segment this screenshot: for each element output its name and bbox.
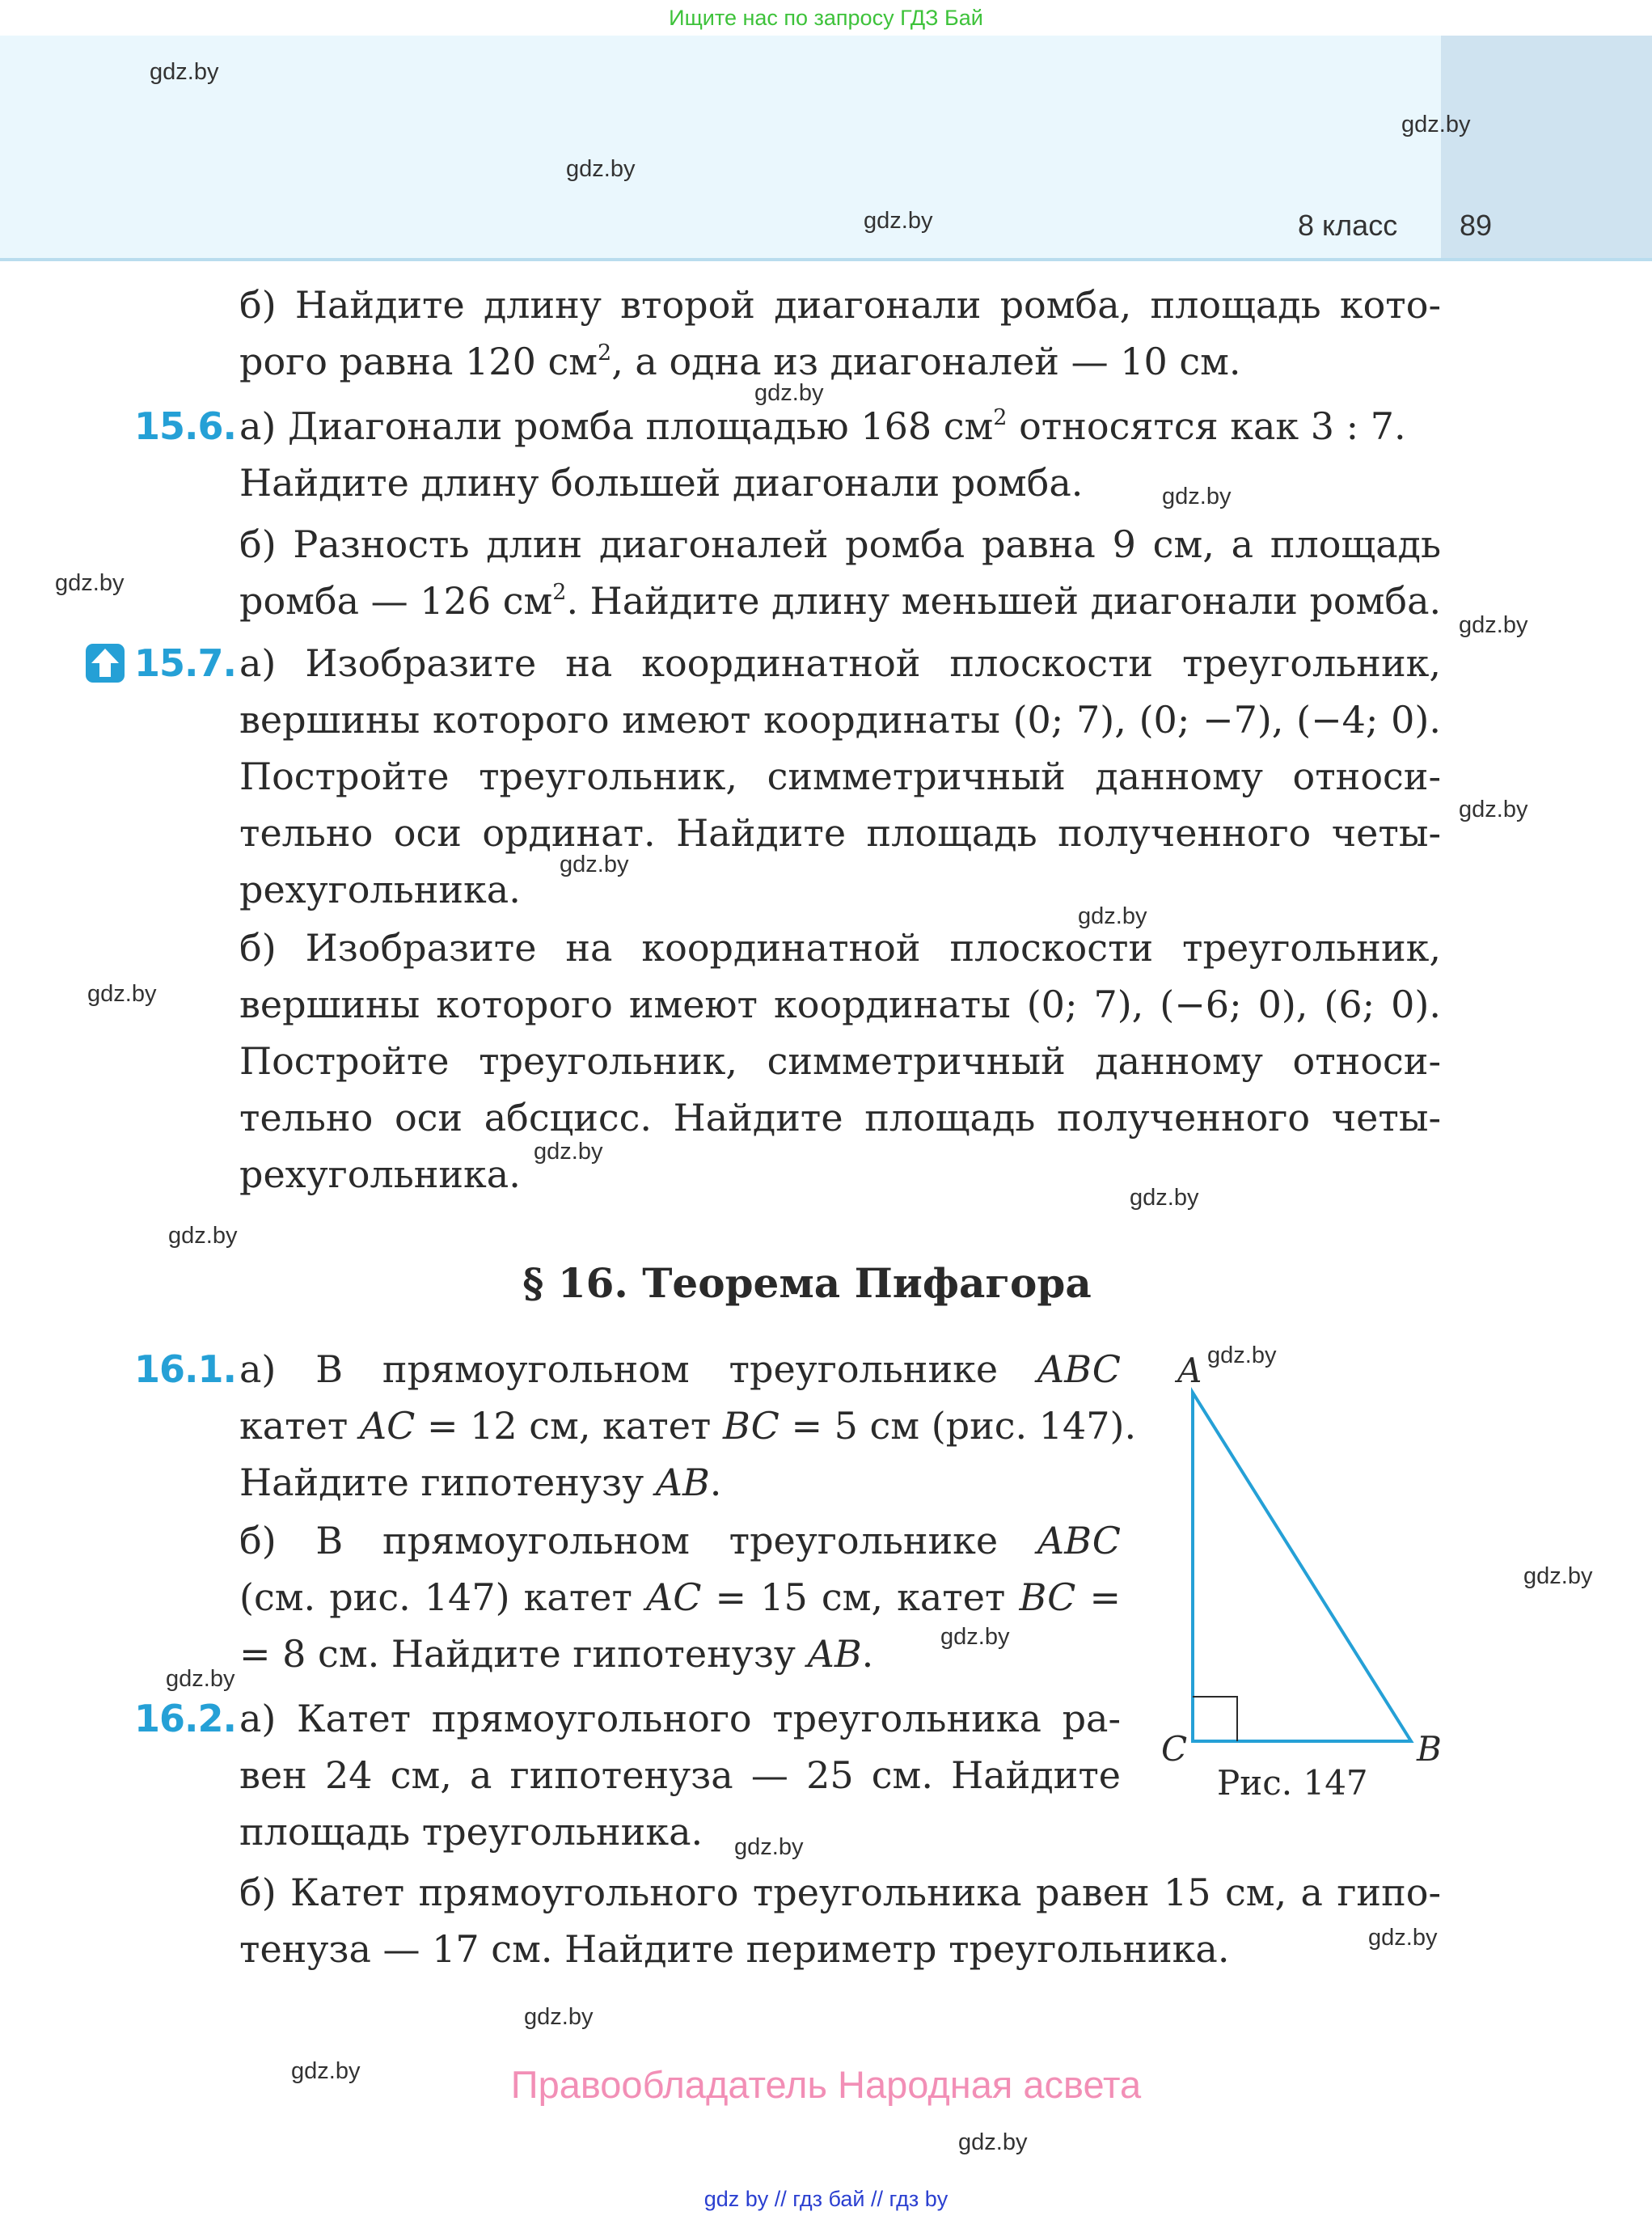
- figure-147: [1132, 1326, 1456, 1763]
- watermark: gdz.by: [168, 1223, 238, 1249]
- arrow-up-icon: [85, 643, 125, 683]
- figure-caption: Рис. 147: [1217, 1763, 1368, 1803]
- watermark: gdz.by: [566, 156, 636, 182]
- vertex-a-label: A: [1177, 1351, 1202, 1390]
- watermark: gdz.by: [534, 1139, 603, 1165]
- watermark: gdz.by: [560, 852, 629, 877]
- problem-number: 15.6.: [134, 404, 236, 448]
- problem-line: площадь треугольника.: [239, 1810, 703, 1854]
- page-number: 89: [1460, 209, 1493, 242]
- watermark: gdz.by: [291, 2058, 361, 2084]
- problem-line: рого равна 120 $см^2$, а одна из диагоналей — 10 см.: [239, 340, 1241, 383]
- problem-line: рехугольника.: [239, 868, 521, 911]
- problem-line: б) Найдите длину второй диагонали ромба, площадь кото-: [239, 283, 1441, 327]
- watermark: gdz.by: [1459, 612, 1528, 638]
- problem-line: катет AC = 12 см, катет BC = 5 см (рис. 147).: [239, 1404, 1137, 1448]
- problem-line: рехугольника.: [239, 1152, 521, 1196]
- problem-line: а) Катет прямоугольного треугольника ра-: [239, 1697, 1121, 1740]
- problem-line: а) Изобразите на координатной плоскости треугольник,: [239, 641, 1441, 685]
- problem-line: б) В прямоугольном треугольнике ABC: [239, 1519, 1121, 1562]
- page-header: [0, 36, 1652, 261]
- problem-line: (см. рис. 147) катет AC = 15 см, катет BC =: [239, 1575, 1121, 1619]
- vertex-b-label: B: [1417, 1729, 1442, 1769]
- watermark: gdz.by: [1130, 1185, 1199, 1211]
- watermark: gdz.by: [1368, 1925, 1438, 1951]
- watermark: gdz.by: [754, 380, 824, 406]
- watermark: gdz.by: [166, 1666, 235, 1692]
- watermark: gdz.by: [150, 59, 219, 85]
- problem-line: б) Изобразите на координатной плоскости треугольник,: [239, 926, 1441, 970]
- top-banner[interactable]: Ищите нас по запросу ГДЗ Бай: [669, 6, 983, 30]
- watermark: gdz.by: [958, 2129, 1028, 2155]
- watermark: gdz.by: [1523, 1563, 1593, 1589]
- problem-line: вен 24 см, а гипотенуза — 25 см. Найдите: [239, 1753, 1121, 1797]
- copyright-notice: Правообладатель Народная асвета: [510, 2063, 1142, 2106]
- section-heading: § 16. Теорема Пифагора: [522, 1259, 1092, 1307]
- problem-line: б) Катет прямоугольного треугольника равен 15 см, а гипо-: [239, 1871, 1441, 1914]
- watermark: gdz.by: [524, 2004, 594, 2030]
- problem-line: Постройте треугольник, симметричный данному относи-: [239, 1039, 1441, 1083]
- problem-line: тельно оси ординат. Найдите площадь полученного четы-: [239, 811, 1441, 855]
- problem-line: ромба — 126 $см^2$. Найдите длину меньшей диагонали ромба.: [239, 579, 1442, 623]
- problem-line: вершины которого имеют координаты (0; 7), (0; −7), (−4; 0).: [239, 698, 1441, 742]
- footer-links[interactable]: gdz by // гдз бай // гдз by: [703, 2187, 949, 2211]
- problem-number: 16.1.: [134, 1347, 236, 1391]
- problem-line: тельно оси абсцисс. Найдите площадь полученного четы-: [239, 1096, 1441, 1139]
- watermark: gdz.by: [55, 570, 125, 596]
- problem-line: Найдите длину большей диагонали ромба.: [239, 461, 1084, 505]
- watermark: gdz.by: [87, 981, 157, 1007]
- problem-number: 15.7.: [134, 641, 236, 685]
- watermark: gdz.by: [864, 208, 933, 234]
- watermark: gdz.by: [940, 1624, 1010, 1650]
- problem-number: 16.2.: [134, 1697, 236, 1740]
- problem-line: вершины которого имеют координаты (0; 7), (−6; 0), (6; 0).: [239, 983, 1441, 1026]
- problem-line: б) Разность длин диагоналей ромба равна 9 см, а площадь: [239, 522, 1441, 566]
- problem-line: а) В прямоугольном треугольнике ABC: [239, 1347, 1121, 1391]
- right-angle-mark: [1193, 1697, 1237, 1741]
- right-triangle: [1193, 1393, 1411, 1741]
- watermark: gdz.by: [1401, 112, 1471, 137]
- watermark: gdz.by: [1078, 903, 1147, 929]
- problem-line: а) Диагонали ромба площадью 168 $см^2$ относятся как 3 : 7.: [239, 404, 1406, 448]
- problem-line: = 8 см. Найдите гипотенузу AB.: [239, 1632, 874, 1676]
- watermark: gdz.by: [1162, 484, 1232, 509]
- watermark: gdz.by: [1459, 797, 1528, 822]
- class-label: 8 класс: [1298, 209, 1398, 242]
- problem-line: тенуза — 17 см. Найдите периметр треугольника.: [239, 1927, 1230, 1971]
- vertex-c-label: C: [1161, 1729, 1188, 1769]
- problem-line: Постройте треугольник, симметричный данному относи-: [239, 755, 1441, 798]
- watermark: gdz.by: [734, 1834, 804, 1860]
- watermark: gdz.by: [1207, 1342, 1277, 1368]
- problem-line: Найдите гипотенузу AB.: [239, 1461, 722, 1504]
